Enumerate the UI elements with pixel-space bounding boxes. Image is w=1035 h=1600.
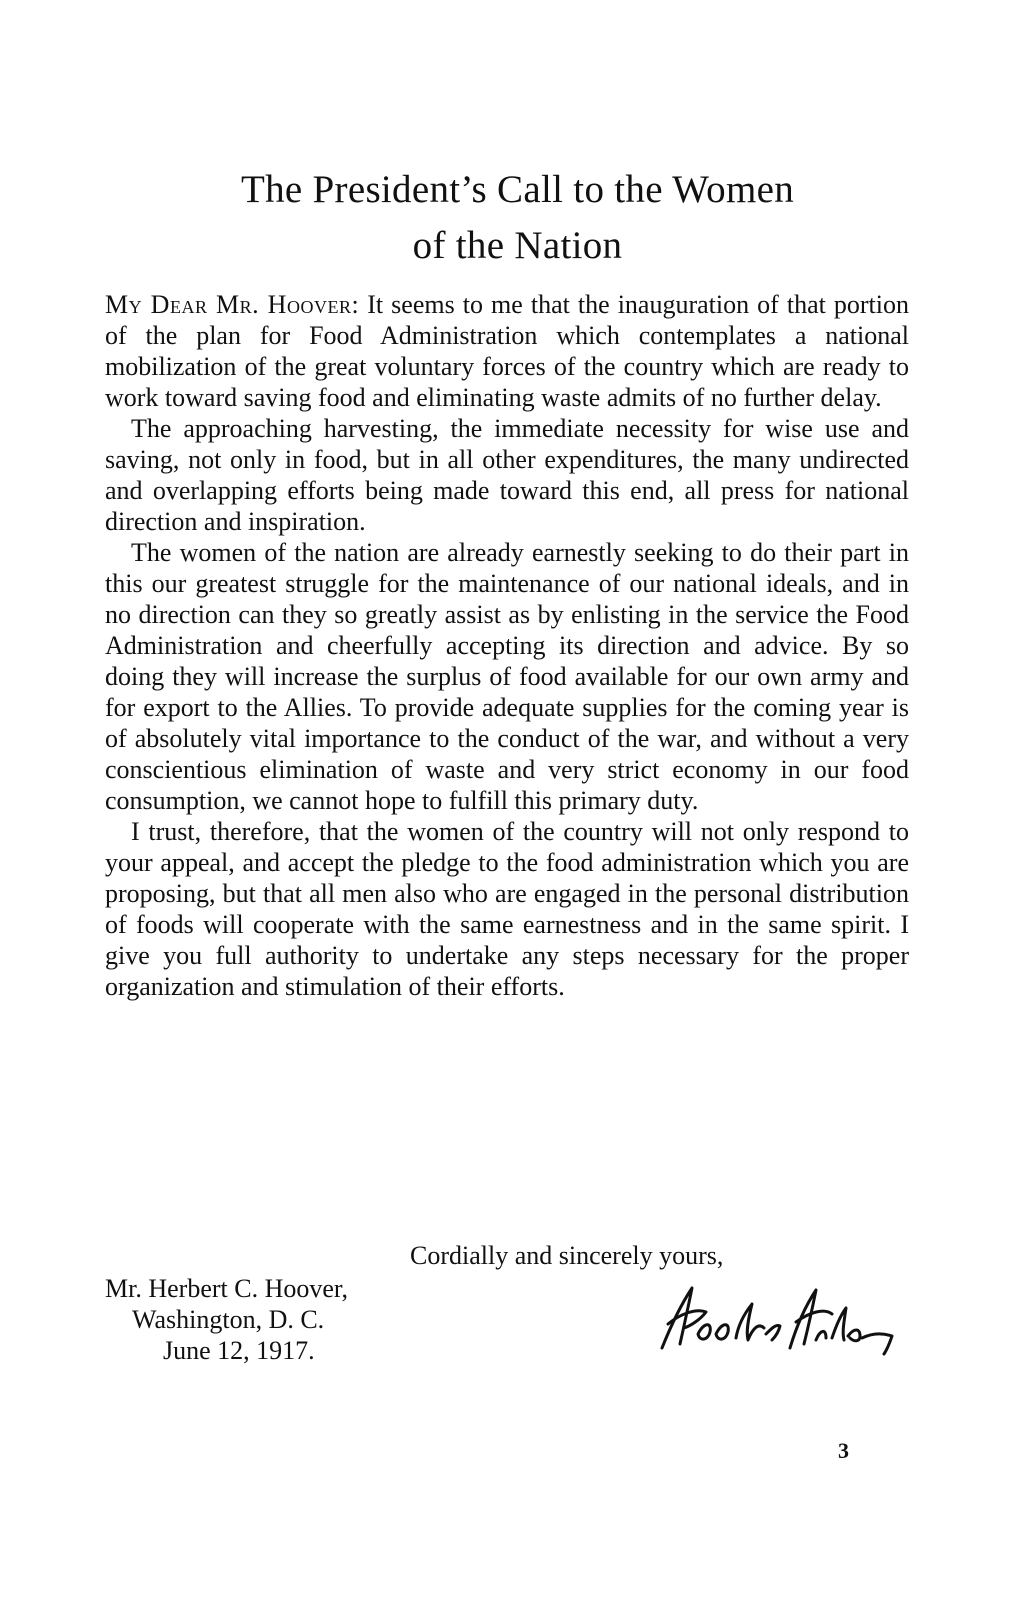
paragraph-1 — [105, 289, 909, 413]
letter-date: June 12, 1917. — [163, 1336, 315, 1365]
title-line-1: The President’s Call to the Women — [240, 168, 795, 211]
addressee-city: Washington, D. C. — [132, 1305, 325, 1334]
page-number: 3 — [838, 1438, 849, 1463]
page-title — [80, 162, 955, 274]
closing-line: Cordially and sincerely yours, — [410, 1241, 724, 1270]
addressee-block — [105, 1273, 348, 1366]
salutation: My Dear Mr. Hoover: — [105, 290, 360, 319]
paragraph-2: The approaching harvesting, the immediate necessity for wise use and saving, not only in food, but in all other expenditures, the many undirected and overlapping efforts being made toward this end, all press for national direction and inspiration. — [105, 414, 909, 536]
addressee-name: Mr. Herbert C. Hoover, — [105, 1274, 349, 1303]
letter-body — [105, 289, 909, 1002]
signature-image — [640, 1278, 900, 1368]
paragraph-3: The women of the nation are already earnestly seeking to do their part in this our greatest struggle for the maintenance of our national ideals, and in no direction can they so greatly assist as by enlisting in the service the Food Administration and cheerfully accepting its direction and advice. By so doing they will increase the surplus of food available for our own army and for export to the Allies. To provide adequate supplies for the coming year is of absolutely vital importance to the conduct of the war, and without a very conscientious elimination of waste and very strict economy in our food consumption, we cannot hope to fulfill this primary duty. — [105, 538, 909, 815]
paragraph-1-text: It seems to me that the inauguration of that portion of the plan for Food Administration which contemplates a national mobilization of the great voluntary forces of the country which are ready to work toward saving food and eliminating waste admits of no further delay. — [105, 290, 910, 412]
title-line-2: of the Nation — [412, 224, 623, 267]
paragraph-4: I trust, therefore, that the women of the country will not only respond to your appeal, and accept the pledge to the food administration which you are proposing, but that all men also who are engaged in the personal distribution of foods will cooperate with the same earnestness and in the same spirit. I give you full authority to undertake any steps necessary for the proper organization and stimulation of their efforts. — [105, 817, 909, 1001]
